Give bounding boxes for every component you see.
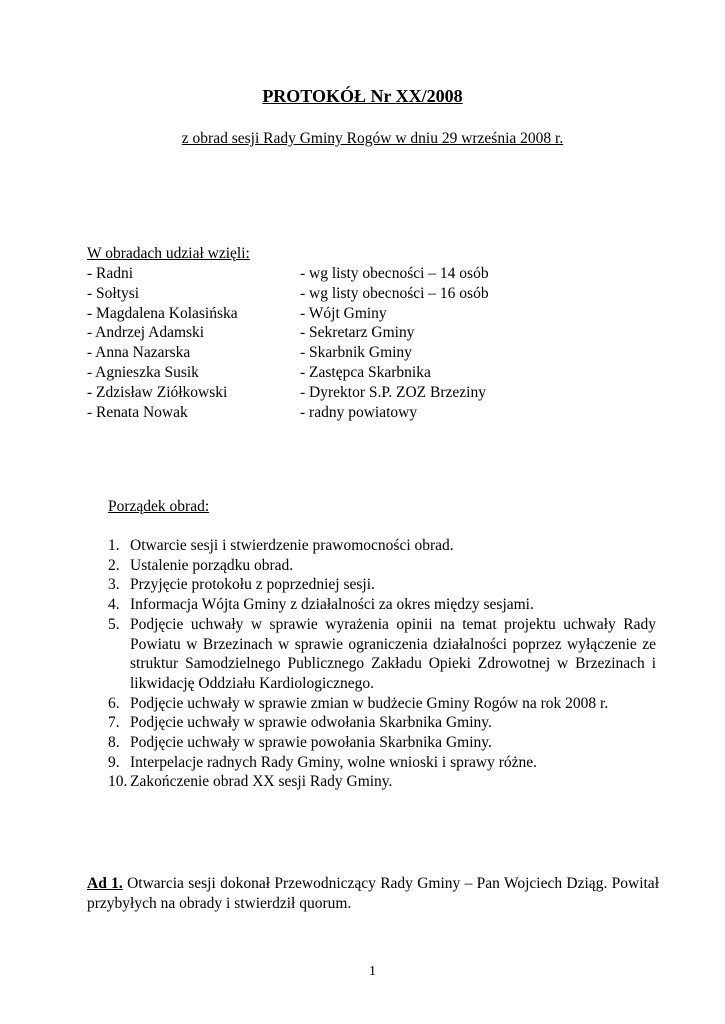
agenda-item xyxy=(108,772,656,792)
attendee-role: - Skarbnik Gminy xyxy=(300,344,412,362)
agenda-item xyxy=(108,615,656,694)
attendance-section xyxy=(87,244,647,422)
agenda-item xyxy=(108,556,656,576)
agenda-item-text: Podjęcie uchwały w sprawie powołania Skarbnika Gminy. xyxy=(130,734,492,752)
page-number: 1 xyxy=(369,964,376,979)
attendance-row xyxy=(87,343,647,363)
attendee-name: - Andrzej Adamski xyxy=(87,324,205,342)
agenda-item-number: 9. xyxy=(108,753,120,771)
agenda-section xyxy=(108,497,656,792)
attendance-row xyxy=(87,323,647,343)
attendee-role: - wg listy obecności – 16 osób xyxy=(300,284,489,302)
agenda-item-number: 10. xyxy=(108,773,128,791)
agenda-item xyxy=(108,595,656,615)
attendee-name: - Zdzisław Ziółkowski xyxy=(87,383,228,401)
attendee-name: - Renata Nowak xyxy=(87,403,188,421)
attendance-row xyxy=(87,264,647,284)
agenda-item-number: 6. xyxy=(108,694,120,712)
agenda-item xyxy=(108,536,656,556)
attendance-row xyxy=(87,284,647,304)
attendance-heading: W obradach udział wzięli: xyxy=(87,245,250,262)
document-subtitle: z obrad sesji Rady Gminy Rogów w dniu 29 września 2008 r. xyxy=(181,130,564,147)
agenda-item xyxy=(108,713,656,733)
agenda-item-text: Zakończenie obrad XX sesji Rady Gminy. xyxy=(130,773,393,791)
attendee-name: - Sołtysi xyxy=(87,284,140,302)
attendee-name: - Agnieszka Susik xyxy=(87,363,199,381)
agenda-item xyxy=(108,694,656,714)
attendee-role: - wg listy obecności – 14 osób xyxy=(300,265,489,282)
attendee-name: - Radni xyxy=(87,265,134,282)
ad1-text: Otwarcia sesji dokonał Przewodniczący Rady Gminy – Pan Wojciech Dziąg. Powitał przybyłych na obrady i stwierdził quorum. xyxy=(87,875,659,912)
agenda-item-text: Ustalenie porządku obrad. xyxy=(130,556,294,574)
agenda-item-text: Podjęcie uchwały w sprawie odwołania Skarbnika Gminy. xyxy=(130,714,492,732)
attendance-row xyxy=(87,304,647,324)
agenda-item-text: Interpelacje radnych Rady Gminy, wolne wnioski i sprawy różne. xyxy=(130,753,538,771)
attendance-row xyxy=(87,383,647,403)
agenda-item xyxy=(108,753,656,773)
agenda-item-number: 1. xyxy=(108,537,120,554)
agenda-item-text: Podjęcie uchwały w sprawie wyrażenia opinii na temat projektu uchwały Rady Powiatu w Brzezinach w sprawie ograniczenia działalności poprzez wyłączenie ze struktur Samodzielnego Publicznego Zakładu Opieki Zdrowotnej w Brzezinach i likwidację Oddziału Kardiologicznego. xyxy=(130,615,656,692)
agenda-item-text: Podjęcie uchwały w sprawie zmian w budżecie Gminy Rogów na rok 2008 r. xyxy=(130,694,609,712)
attendee-name: - Magdalena Kolasińska xyxy=(87,304,238,322)
agenda-item-number: 8. xyxy=(108,734,120,752)
document-title: PROTOKÓŁ Nr XX/2008 xyxy=(262,86,463,106)
agenda-item xyxy=(108,733,656,753)
attendance-row xyxy=(87,363,647,383)
ad1-paragraph xyxy=(87,874,659,914)
agenda-item xyxy=(108,575,656,595)
attendee-name: - Anna Nazarska xyxy=(87,344,191,362)
agenda-item-number: 5. xyxy=(108,615,120,633)
agenda-item-number: 4. xyxy=(108,596,120,614)
attendee-role: - radny powiatowy xyxy=(300,403,418,421)
attendee-role: - Zastępca Skarbnika xyxy=(300,363,431,381)
attendee-role: - Sekretarz Gminy xyxy=(300,324,415,342)
ad1-label: Ad 1. xyxy=(87,875,123,892)
attendee-role: - Dyrektor S.P. ZOZ Brzeziny xyxy=(300,383,486,401)
agenda-heading: Porządek obrad: xyxy=(108,498,210,515)
agenda-item-number: 2. xyxy=(108,556,120,574)
attendance-row xyxy=(87,403,647,423)
attendee-role: - Wójt Gminy xyxy=(300,304,387,322)
agenda-item-number: 7. xyxy=(108,714,120,732)
agenda-item-text: Informacja Wójta Gminy z działalności za okres między sesjami. xyxy=(130,596,534,614)
agenda-item-text: Otwarcie sesji i stwierdzenie prawomocności obrad. xyxy=(130,537,454,554)
agenda-item-text: Przyjęcie protokołu z poprzedniej sesji. xyxy=(130,576,375,594)
agenda-item-number: 3. xyxy=(108,576,120,594)
